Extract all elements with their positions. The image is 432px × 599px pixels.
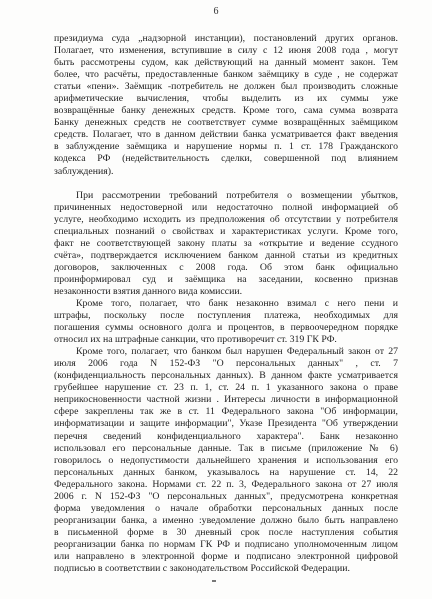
- paragraph: [54, 190, 398, 298]
- text-line: статьи «пени». Заёмщик -потребитель не должен был производить сложные: [54, 81, 398, 93]
- text-line: причиненных недостоверной или недостаточно полной информацией об: [54, 201, 398, 213]
- text-line: счёта», подтверждается исключением банком данной статьи из кредитных: [54, 249, 398, 261]
- footer-mark: [212, 580, 216, 582]
- text-line: 2006 г. N 152-ФЗ "О персональных данных", предусмотрена конкретная: [54, 490, 398, 502]
- text-line: Федерального закона. Нормами ст. 22 п. 3, Федерального закона от 27 июля: [54, 478, 398, 490]
- text-line: средств. Полагает, что в данном действии банка усматривается факт введения: [54, 129, 398, 141]
- text-line: Кроме того, полагает, что банк незаконно взимал с него пени и: [76, 297, 398, 309]
- text-line: Кроме того, полагает, что банком был нарушен Федеральный закон от 27: [76, 346, 398, 358]
- paragraph: [54, 346, 398, 575]
- text-line: проинформировал суд и заёмщика на заседании, косвенно признав: [54, 273, 398, 285]
- text-line: говорилось о недопустимости дальнейшего хранения и использования его: [54, 454, 398, 466]
- text-line: Полагает, что изменения, вступившие в силу с 12 июня 2008 года , могут: [54, 45, 398, 57]
- text-line: Банку денежных средств не соответствует сумме возвращённых заёмщиком: [54, 117, 398, 129]
- text-line: договоров, заключенных с 2008 года. Об этом банк официально: [54, 261, 398, 273]
- text-line: факт не соответствующей закону платы за «открытие и ведение ссудного: [54, 237, 398, 249]
- text-line: заблуждения).: [54, 165, 114, 177]
- text-line: арифметические вычисления, чтобы выделить из их суммы уже: [54, 93, 398, 105]
- text-line: незаконности взятия данного вида комиссии.: [54, 285, 243, 297]
- text-line: июля 2006 года N 152-ФЗ "О персональных данных" , ст. 7: [54, 358, 398, 370]
- text-line: относил их на штрафные санкции, что противоречит ст. 319 ГК РФ.: [54, 334, 337, 346]
- text-line: более, что расчёты, предоставленные банком заёмщику в суде , не содержат: [54, 69, 398, 81]
- text-line: или направлено в электронной форме и подписано электронной цифровой: [54, 550, 398, 562]
- text-line: информатизации и защите информации", Указе Президента "Об утверждении: [54, 418, 398, 430]
- text-line: услуге, необходимо исходить из предположения об отсутствии у потребителя: [54, 213, 398, 225]
- text-line: в заблуждение заёмщика и нарушение нормы п. 1 ст. 178 Гражданского: [54, 141, 398, 153]
- text-line: сфере закреплены так же в ст. 11 Федерального закона "Об информации,: [54, 406, 398, 418]
- paragraph: [54, 33, 398, 178]
- text-line: специальных познаний о свойствах и характеристиках услуги. Кроме того,: [54, 225, 398, 237]
- text-line: форма уведомления о начале обработки персональных данных после: [54, 502, 398, 514]
- text-line: персональных данных банком, указывалось на нарушение ст. 14, 22: [54, 466, 398, 478]
- text-line: грубейшее нарушение ст. 23 п. 1, ст. 24 п. 1 указанного закона о праве: [54, 382, 398, 394]
- text-line: в письменной форме в 30 дневный срок после наступления события: [54, 526, 398, 538]
- text-line: неприкосновенности частной жизни . Интересы личности в информационной: [54, 394, 398, 406]
- text-line: подписью в соответствии с законодательством Российской Федерации.: [54, 563, 350, 575]
- text-line: реорганизации банка, а именно :уведомление должно было быть направлено: [54, 514, 398, 526]
- text-line: использовал его персональные данные. Так в письме (приложение № 6): [54, 442, 398, 454]
- text-line: При рассмотрении требований потребителя о возмещении убытков,: [76, 189, 398, 201]
- text-line: президиума суда „надзорной инстанции), постановлений других органов.: [54, 33, 398, 44]
- text-line: перечня сведений конфиденциального характера". Банк незаконно: [54, 430, 398, 442]
- text-line: реорганизации банка по нормам ГК РФ и подписано уполномоченным лицом: [54, 538, 398, 550]
- text-line: кодекса РФ (недействительность сделки, совершенной под влиянием: [54, 153, 398, 165]
- text-line: возвращённые банку денежных средств. Кроме того, сама сумма возврата: [54, 105, 398, 117]
- document-body: [54, 33, 398, 575]
- text-line: быть рассмотрены судом, как действующий на данный момент закон. Тем: [54, 57, 398, 69]
- page-number: 6: [213, 6, 219, 17]
- text-line: штрафы, поскольку после поступления платежа, необходимых для: [54, 310, 398, 322]
- text-line: погашения суммы основного долга и процентов, в первоочередном порядке: [54, 322, 398, 334]
- text-line: (конфиденциальность персональных данных). В данном факте усматривается: [54, 370, 398, 382]
- paragraph: [54, 298, 398, 346]
